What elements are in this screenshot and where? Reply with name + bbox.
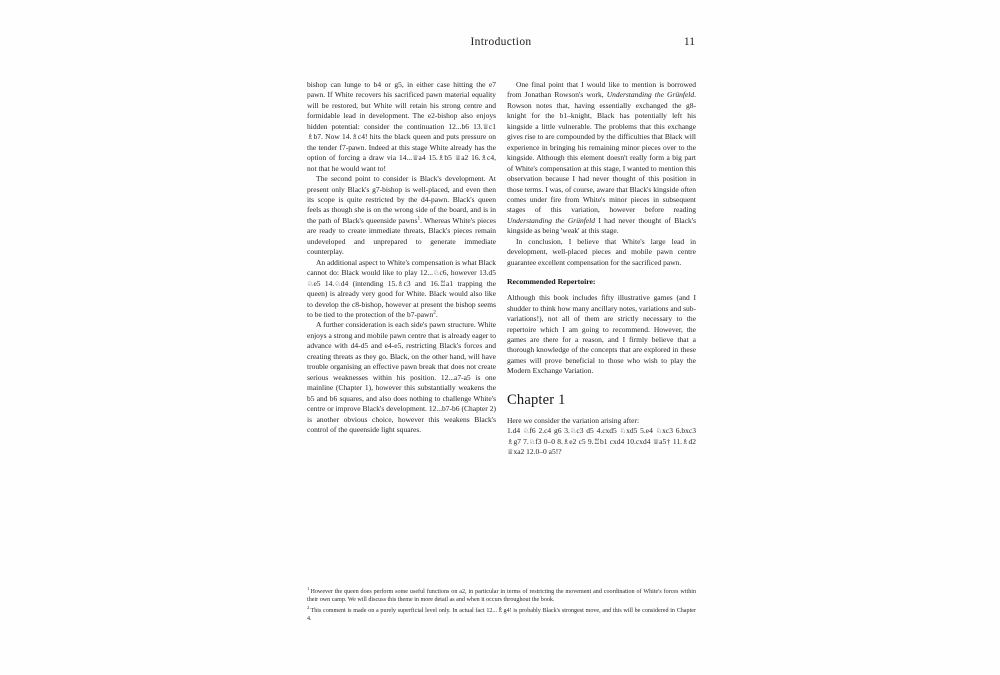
text-run: c4! hits the black queen and puts pressure on the tender f7-pawn. Indeed at this stage White already has the option of forcing a draw via 14...: [307, 132, 496, 163]
text-run: d2: [688, 436, 696, 446]
text-run: c3 and 16.: [403, 278, 440, 288]
text-run: c4, not that he would want to!: [307, 153, 496, 173]
text-run: g4! is probably Black's strongest move, and this will be considered in Chapter 4.: [307, 608, 696, 623]
body-columns: [307, 80, 696, 570]
text-run: bishop can lunge to b4 or g5, in either case hitting the e7 pawn. If White recovers his sacrificed pawn material equality will be restored, but White will retain his strong centre and formidable lead in development. The e2-bishop also enjoys hidden potential: consider the continuation 12...b6 13.: [307, 80, 496, 131]
chess-piece-glyph: ♗: [496, 605, 504, 615]
running-head: [307, 36, 695, 58]
chess-piece-glyph: ♕: [652, 436, 660, 446]
text-run: b5: [444, 153, 455, 163]
chess-piece-glyph: ♖: [439, 278, 447, 288]
chess-piece-glyph: ♘: [655, 426, 663, 436]
text-run: A further consideration is each side's pawn structure. White enjoys a strong and mobile pawn centre that is already eager to advance with d4-d5 and e4-e5, restricting Black's forces and creating threats as they go. Black, on the other hand, will have trouble organising an effective pawn break that does not create serious weaknesses within his position. 12...a7-a5 is one mainline (Chapter 1), however this substantially weakens the b5 and b6 squares, and also does nothing to challenge White's centre or improve Black's development. 12...b7-b6 (Chapter 2) is another obvious choice, however this weakens Black's control of the queenside light squares.: [307, 320, 496, 434]
text-run: In conclusion, I believe that White's large lead in development, well-placed pieces and mobile pawn centre guarantee excellent compensation for the sacrificed pawn.: [507, 236, 696, 267]
left-column: [307, 80, 496, 570]
chess-piece-glyph: ♖: [593, 436, 600, 446]
chess-piece-glyph: ♕: [412, 153, 419, 163]
chess-piece-glyph: ♕: [454, 153, 462, 163]
text-run: e2 c5 9.: [569, 436, 594, 446]
chess-piece-glyph: ♗: [562, 436, 570, 446]
chess-piece-glyph: ♗: [507, 436, 514, 446]
text-run: xa2 12.0–0 a5!?: [513, 447, 562, 457]
text-run: c3 d5 4.cxd5: [576, 426, 620, 436]
p-one-final-point: [507, 80, 696, 237]
chess-piece-glyph: ♘: [522, 426, 530, 436]
recommended-repertoire-heading: Recommended Repertoire:: [507, 277, 596, 287]
text-run: b1 cxd4 10.cxd4: [600, 436, 653, 446]
footnote-number: 2: [307, 605, 310, 611]
footnote-list: [307, 585, 696, 624]
text-run: 1.d4: [507, 426, 523, 436]
text-run: g7 7.: [513, 436, 529, 446]
chess-piece-glyph: ♗: [351, 132, 358, 142]
chess-piece-glyph: ♕: [507, 447, 514, 457]
text-run: a4 15.: [418, 153, 438, 163]
footnote: [307, 606, 696, 624]
chess-piece-glyph: ♗: [682, 436, 689, 446]
chess-piece-glyph: ♘: [334, 278, 341, 288]
text-run: f3 0–0 8.: [535, 436, 563, 446]
p-in-conclusion: [507, 237, 696, 268]
chess-piece-glyph: ♘: [619, 426, 627, 436]
text-run: . Rowson notes that, having essentially exchanged the g8-knight for the b1–knight, Black has potentially left his kingside a little vulnerable. The problems that this exchange gives rise to are compounded by the difficulties that Black will experience in bringing his remaining minor pieces over to the kingside. Although this element doesn't really form a big part of White's compensation at this stage, I wanted to mention this observation because I had never thought of this position in those terms. I was, of course, aware that Black's kingside often comes under fire from White's minor pieces in subsequent stages of this variation, however before reading: [507, 90, 696, 215]
page-number: 11: [683, 36, 695, 48]
p-second-point: [307, 174, 496, 258]
repertoire-paragraph: Although this book includes fifty illustrative games (and I shudder to think how many ancillary notes, variations and sub-variations!), not all of them are strictly necessary to the repertoire which I am going to recommend. However, the games are there for a reason, and I firmly believe that a thorough knowledge of the concepts that are explored in these games will prove beneficial to those who wish to play the Modern Exchange Variation.: [507, 293, 696, 376]
text-run: . Whereas White's pieces are ready to create immediate threats, Black's pieces remain undeveloped and unprepared to generate immediate counterplay.: [307, 215, 496, 257]
text-run: a2 16.: [461, 153, 481, 163]
footnote: [307, 585, 696, 605]
footnote-number: 1: [307, 585, 310, 591]
opening-move-line: [507, 426, 696, 457]
footnote-marker: 1: [417, 215, 421, 222]
text-run: a1 trapping the queen) is already very good for White. Black would also like to develop the c8-bishop, however at present the bishop seems to be tied to the protection of the b7-pawn: [307, 278, 496, 319]
text-run: One final point that I would like to mention is borrowed from Jonathan Rowson's work,: [507, 80, 696, 100]
chapter-intro-line: Here we consider the variation arising after:: [507, 415, 640, 425]
right-column: [507, 80, 696, 570]
text-run: a5† 11.: [659, 436, 683, 446]
p-further-consideration: [307, 320, 496, 435]
italic-title: Understanding the Grünfeld: [507, 215, 595, 225]
text-run: d4 (intending 15.: [340, 278, 398, 288]
left-column-paragraphs: [307, 80, 496, 435]
text-run: xd5 5.e4: [626, 426, 656, 436]
text-run: xc3 6.bxc3: [662, 426, 696, 436]
footnote-area: [307, 585, 696, 625]
chapter-heading: Chapter 1: [507, 391, 566, 408]
text-run: c1: [488, 121, 496, 131]
p-additional-aspect: [307, 258, 496, 321]
text-run: However the queen does perform some useful functions on a2, in particular in terms of restricting the movement and coordination of White's forces within their own camp. We will discuss this theme in more detail as and when it occurs throughout the book.: [307, 589, 696, 604]
page-title: Introduction: [470, 36, 532, 48]
text-run: This comment is made on a purely superficial level only. In actual fact 12...: [310, 608, 497, 615]
right-column-paragraphs: [507, 80, 696, 268]
chess-piece-glyph: ♗: [437, 153, 445, 163]
chess-piece-glyph: ♕: [482, 121, 489, 131]
p-bishop-lunge: [307, 80, 496, 174]
text-run: The second point to consider is Black's development. At present only Black's g7-bishop is well-placed, and even then its scope is quite restricted by the d4-pawn. Black's queen feels as though she is on the wrong side of the board, and is in the path of Black's queenside pawns: [307, 174, 496, 225]
footnote-marker: 2: [433, 309, 436, 316]
text-run: I had never thought of Black's kingside as being 'weak' at this stage.: [507, 215, 696, 236]
chess-piece-glyph: ♘: [528, 436, 536, 446]
text-run: f6 2.c4 g6 3.: [529, 426, 570, 436]
chess-piece-glyph: ♘: [569, 426, 577, 436]
chess-piece-glyph: ♘: [307, 278, 314, 288]
chess-piece-glyph: ♘: [433, 268, 440, 278]
text-run: .: [435, 309, 438, 319]
italic-title: Understanding the Grünfeld: [606, 90, 695, 100]
text-run: An additional aspect to White's compensation is what Black cannot do: Black would like to play 12...: [307, 257, 496, 278]
chess-piece-glyph: ♗: [307, 132, 314, 142]
text-run: b7. Now 14.: [313, 132, 352, 142]
text-run: e5 14.: [313, 278, 335, 288]
text-run: c6, however 13.d5: [439, 268, 496, 278]
chess-piece-glyph: ♗: [480, 153, 488, 163]
chess-piece-glyph: ♗: [397, 278, 404, 288]
